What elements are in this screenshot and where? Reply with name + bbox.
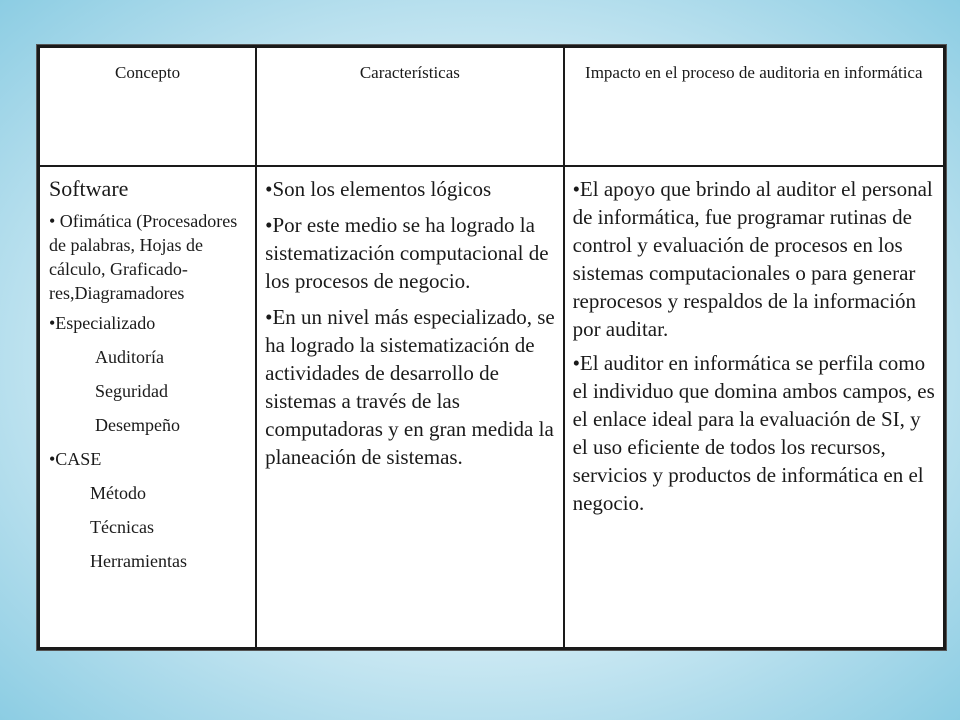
ofimatica-item: • Ofimática (Procesadores de palabras, Hojas de cálculo, Graficado-res,Diagramadores	[49, 211, 238, 303]
header-concepto: Concepto	[39, 47, 257, 167]
body-row	[39, 166, 945, 649]
especializado-sub-item: Auditoría	[95, 347, 164, 367]
especializado-sub-item: Seguridad	[95, 381, 168, 401]
case-sub-item: Herramientas	[90, 551, 187, 571]
header-caracteristicas: Características	[256, 47, 563, 167]
header-impacto: Impacto en el proceso de auditoria en informática	[564, 47, 945, 167]
caracteristica-bullet: •Por este medio se ha logrado la sistematización computacional de los procesos de negocio.	[265, 213, 549, 293]
caracteristicas-cell	[256, 166, 563, 649]
especializado-item: •Especializado	[49, 313, 156, 333]
especializado-sub-item: Desempeño	[95, 415, 180, 435]
case-sub-item: Método	[90, 483, 146, 503]
caracteristica-bullet: •En un nivel más especializado, se ha logrado la sistematización de actividades de desarrollo de sistemas a través de las computadoras y en gran medida la planeación de sistemas.	[265, 305, 555, 469]
impacto-bullet: •El auditor en informática se perfila como el individuo que domina ambos campos, es el enlace ideal para la evaluación de SI, y el uso eficiente de todos los recursos, servicios y productos de informática en el negocio.	[572, 351, 935, 515]
case-item: •CASE	[49, 449, 102, 469]
case-sub-item: Técnicas	[90, 517, 154, 537]
impacto-cell	[564, 166, 945, 649]
concept-table	[37, 45, 946, 650]
caracteristica-bullet: •Son los elementos lógicos	[265, 177, 492, 201]
header-row	[39, 47, 945, 167]
concepto-title: Software	[49, 176, 129, 201]
concepto-cell	[39, 166, 257, 649]
impacto-bullet: •El apoyo que brindo al auditor el personal de informática, fue programar rutinas de control y evaluación de procesos en los sistemas computacionales o para generar reprocesos y respaldos de la información por auditar.	[572, 177, 933, 341]
